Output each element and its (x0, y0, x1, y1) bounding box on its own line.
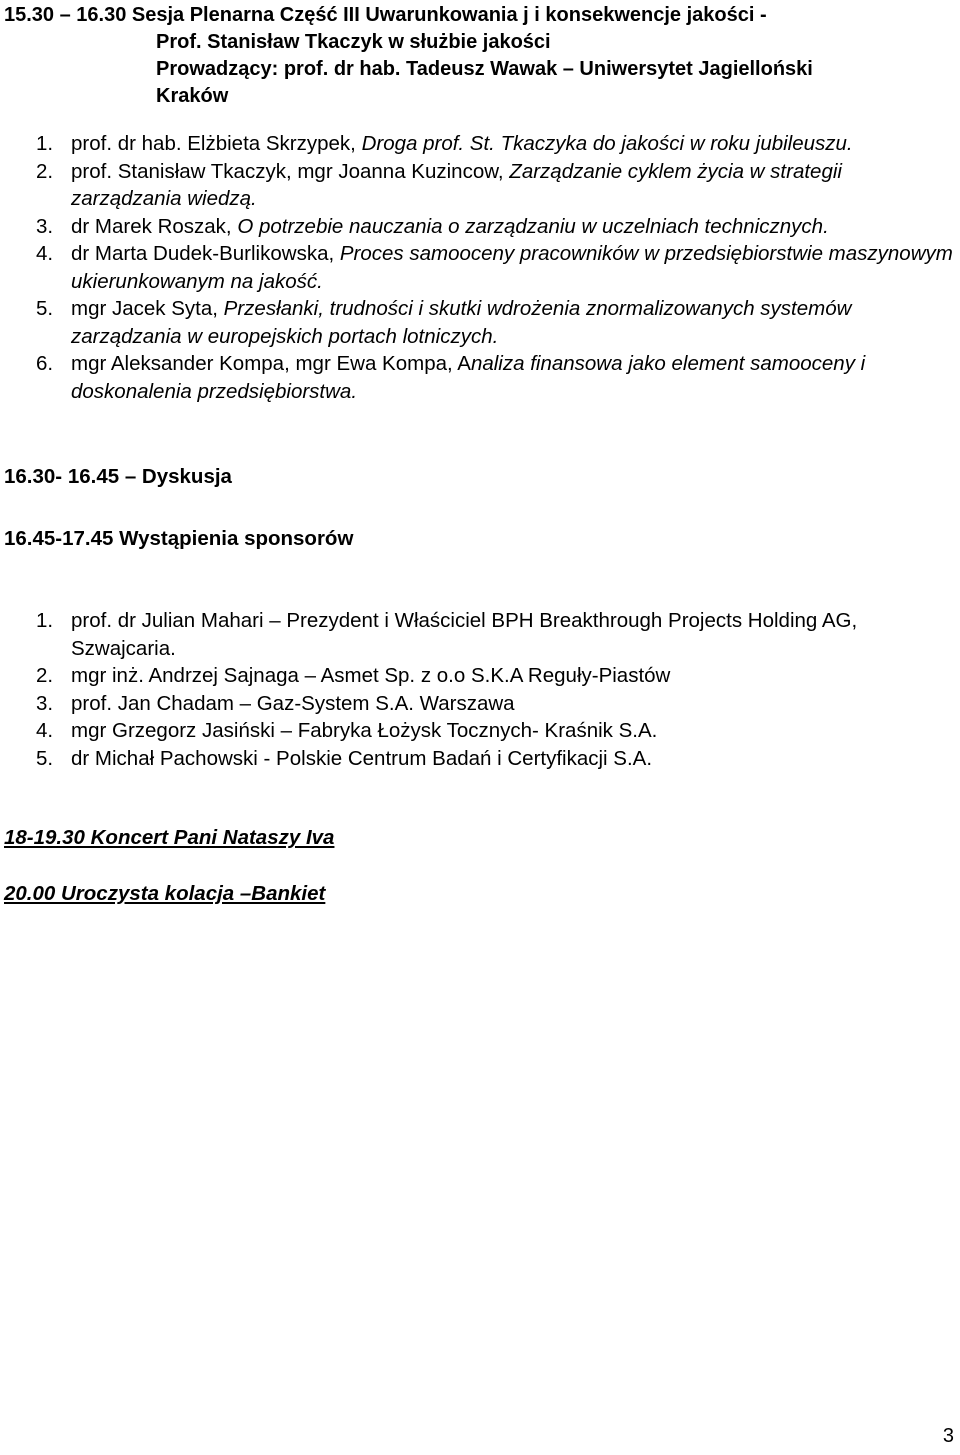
talk-authors: prof. Stanisław Tkaczyk, mgr Joanna Kuzincow, (71, 159, 504, 183)
list-item (36, 130, 958, 158)
list-item (36, 690, 958, 718)
list-item (36, 240, 958, 295)
session-chair-line: Prowadzący: prof. dr hab. Tadeusz Wawak – Uniwersytet Jagielloński (156, 58, 813, 80)
list-item (36, 607, 958, 662)
talk-title: Droga prof. St. Tkaczyka do jakości w roku jubileuszu. (361, 132, 853, 155)
item-number: 3. (36, 214, 54, 238)
item-number: 4. (36, 242, 54, 265)
talk-title: naliza finansowa jako element samooceny i doskonalenia przedsiębiorstwa. (71, 352, 866, 403)
list-item (36, 662, 958, 690)
talk-authors: dr Marek Roszak, (71, 214, 232, 238)
concert-heading: 18-19.30 Koncert Pani Nataszy Iva (4, 826, 335, 849)
item-number: 3. (36, 691, 54, 715)
sponsors-list (36, 607, 958, 772)
list-item (36, 213, 958, 241)
list-item (36, 350, 958, 405)
item-number: 5. (36, 297, 54, 320)
talk-authors: dr Marta Dudek-Burlikowska, (71, 242, 335, 265)
item-number: 2. (36, 159, 54, 183)
list-item (36, 158, 958, 213)
talk-title: Zarządzanie cyklem życia w strategii zarządzania wiedzą. (71, 159, 842, 210)
sponsors-heading: 16.45-17.45 Wystąpienia sponsorów (4, 527, 354, 550)
talk-title: Przesłanki, trudności i skutki wdrożenia znormalizowanych systemów zarządzania w europejskich portach lotniczych. (71, 297, 852, 348)
session-location-line: Kraków (156, 85, 229, 107)
talk-authors: prof. dr hab. Elżbieta Skrzypek, (71, 132, 356, 155)
list-item (36, 717, 958, 745)
session-subtitle-line: Prof. Stanisław Tkaczyk w służbie jakości (156, 31, 551, 53)
session-title-line: 15.30 – 16.30 Sesja Plenarna Część III Uwarunkowania j i konsekwencje jakości - (4, 4, 767, 26)
item-number: 1. (36, 132, 54, 155)
talks-list (36, 130, 958, 405)
talk-authors: mgr Aleksander Kompa, mgr Ewa Kompa, A (71, 352, 471, 375)
item-number: 5. (36, 746, 54, 770)
sponsor-text: mgr inż. Andrzej Sajnaga – Asmet Sp. z o.o S.K.A Reguły-Piastów (71, 664, 671, 687)
item-number: 2. (36, 664, 54, 687)
session-heading (4, 2, 954, 110)
list-item (36, 745, 958, 773)
sponsor-text: dr Michał Pachowski - Polskie Centrum Badań i Certyfikacji S.A. (71, 746, 653, 770)
talk-title: Proces samooceny pracowników w przedsiębiorstwie maszynowym ukierunkowanym na jakość. (71, 242, 953, 293)
discussion-heading: 16.30- 16.45 – Dyskusja (4, 465, 232, 488)
talk-title: O potrzebie nauczania o zarządzaniu w uczelniach technicznych. (237, 214, 829, 238)
item-number: 1. (36, 609, 54, 632)
sponsor-text: prof. Jan Chadam – Gaz-System S.A. Warszawa (71, 691, 515, 715)
list-item (36, 295, 958, 350)
item-number: 6. (36, 352, 54, 375)
item-number: 4. (36, 719, 54, 742)
talk-authors: mgr Jacek Syta, (71, 297, 218, 320)
sponsor-text: prof. dr Julian Mahari – Prezydent i Właściciel BPH Breakthrough Projects Holding AG, Szwajcaria. (71, 609, 858, 660)
sponsor-text: mgr Grzegorz Jasiński – Fabryka Łożysk Tocznych- Kraśnik S.A. (71, 719, 658, 742)
page-number: 3 (942, 1425, 954, 1447)
dinner-heading: 20.00 Uroczysta kolacja –Bankiet (4, 882, 326, 905)
